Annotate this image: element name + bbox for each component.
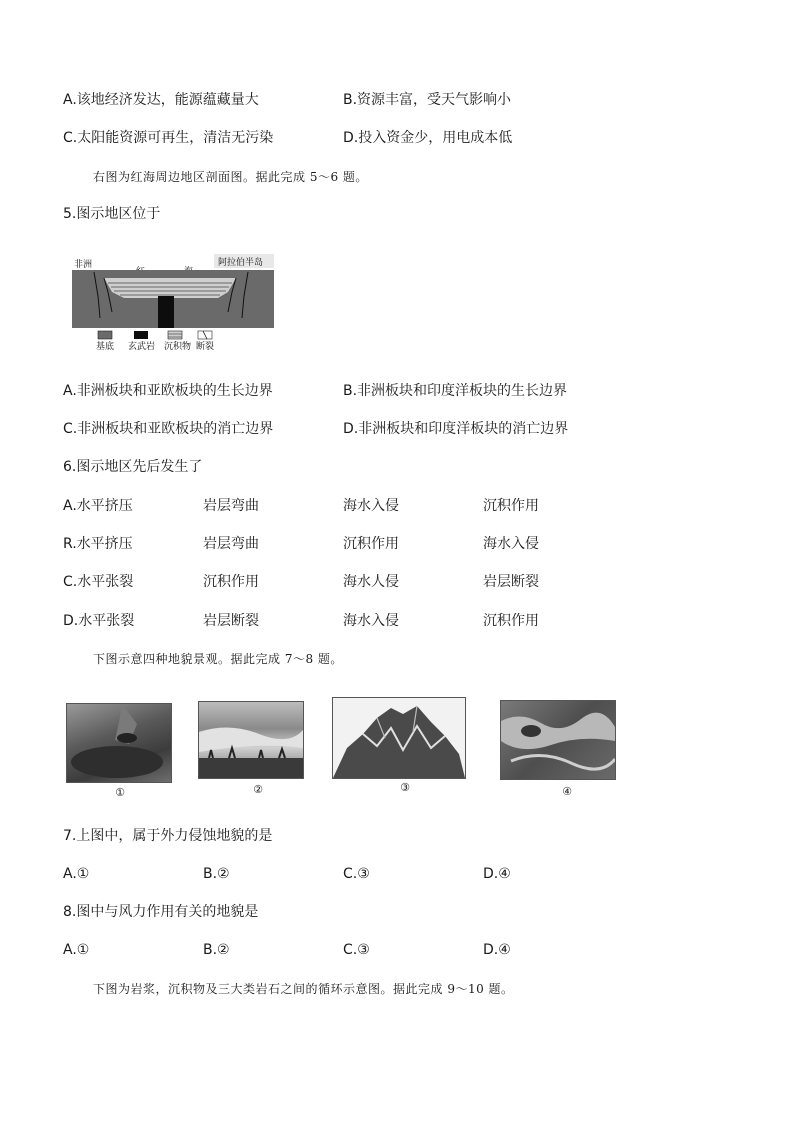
q5-option-d: D.非洲板块和印度洋板块的消亡边界 <box>343 421 569 437</box>
q7-option-b: B.② <box>203 866 230 882</box>
landform-photo-4-image <box>501 701 615 779</box>
q4-option-a: A.该地经济发达，能源蕴藏量大 <box>63 92 259 108</box>
q8-option-d: D.④ <box>483 942 511 958</box>
q8-option-b: B.② <box>203 942 230 958</box>
legend-label-basement: 基底 <box>96 342 115 352</box>
basalt-intrusion <box>158 296 174 328</box>
q6-stem: 6.图示地区先后发生了 <box>63 459 203 475</box>
q6-row-c-col-2: 沉积作用 <box>203 574 259 590</box>
q8-option-a: A.① <box>63 942 90 958</box>
legend-label-basalt: 玄武岩 <box>128 342 156 352</box>
legend-label-fault: 断裂 <box>196 342 215 352</box>
landform-photo-3-image <box>333 698 465 778</box>
intro-7-8: 下图示意四种地貌景观。据此完成 7～8 题。 <box>93 652 343 666</box>
landform-photo-2 <box>198 701 304 779</box>
q6-row-d-col-3: 海水入侵 <box>343 613 399 629</box>
q8-option-c: C.③ <box>343 942 370 958</box>
q7-option-a: A.① <box>63 866 90 882</box>
landform-photo-1 <box>66 703 172 783</box>
diagram-label-africa: 非洲 <box>74 260 93 270</box>
q6-row-a-col-3: 海水入侵 <box>343 498 399 514</box>
q6-row-c-col-1: C.水平张裂 <box>63 574 134 590</box>
intro-5-6: 右图为红海周边地区剖面图。据此完成 5～6 题。 <box>93 170 368 184</box>
legend-basalt-swatch <box>134 331 148 339</box>
q6-row-c-col-4: 岩层断裂 <box>483 574 539 590</box>
q6-row-d-col-2: 岩层断裂 <box>203 613 259 629</box>
q6-row-b-col-2: 岩层弯曲 <box>203 536 259 552</box>
q5-option-c: C.非洲板块和亚欧板块的消亡边界 <box>63 421 274 437</box>
q5-stem: 5.图示地区位于 <box>63 206 161 222</box>
diagram-label-arabia: 阿拉伯半岛 <box>218 258 264 268</box>
q5-option-a: A.非洲板块和亚欧板块的生长边界 <box>63 383 273 399</box>
photo-caption-3: ③ <box>400 781 410 794</box>
landform-photo-2-image <box>199 702 303 778</box>
q6-row-d-col-4: 沉积作用 <box>483 613 539 629</box>
q6-row-a-col-2: 岩层弯曲 <box>203 498 259 514</box>
q6-row-a-col-1: A.水平挤压 <box>63 498 133 514</box>
photo-caption-2: ② <box>253 783 263 796</box>
q4-option-c: C.太阳能资源可再生，清洁无污染 <box>63 130 274 146</box>
legend-basement-swatch <box>98 331 112 339</box>
landform-photo-3 <box>332 697 466 779</box>
legend-sediment-swatch <box>168 331 182 339</box>
legend-label-sediment: 沉积物 <box>164 342 192 352</box>
q4-option-d: D.投入资金少，用电成本低 <box>343 130 513 146</box>
landform-photo-1-image <box>67 704 171 782</box>
intro-9-10: 下图为岩浆，沉积物及三大类岩石之间的循环示意图。据此完成 9～10 题。 <box>93 982 514 996</box>
q5-option-b: B.非洲板块和印度洋板块的生长边界 <box>343 383 568 399</box>
photo-caption-1: ① <box>115 786 125 799</box>
landform-photo-4 <box>500 700 616 780</box>
q6-row-d-col-1: D.水平张裂 <box>63 613 135 629</box>
q6-row-c-col-3: 海水人侵 <box>343 574 399 590</box>
red-sea-profile-diagram <box>68 252 278 352</box>
q7-option-c: C.③ <box>343 866 370 882</box>
q7-option-d: D.④ <box>483 866 511 882</box>
q6-row-b-col-1: R.水平挤压 <box>63 536 133 552</box>
q6-row-b-col-3: 沉积作用 <box>343 536 399 552</box>
photo-caption-4: ④ <box>562 785 572 798</box>
q6-row-a-col-4: 沉积作用 <box>483 498 539 514</box>
legend-fault-swatch <box>198 331 212 339</box>
q6-row-b-col-4: 海水入侵 <box>483 536 539 552</box>
q4-option-b: B.资源丰富，受天气影响小 <box>343 92 512 108</box>
q8-stem: 8.图中与风力作用有关的地貌是 <box>63 904 259 920</box>
q7-stem: 7.上图中，属于外力侵蚀地貌的是 <box>63 828 273 844</box>
